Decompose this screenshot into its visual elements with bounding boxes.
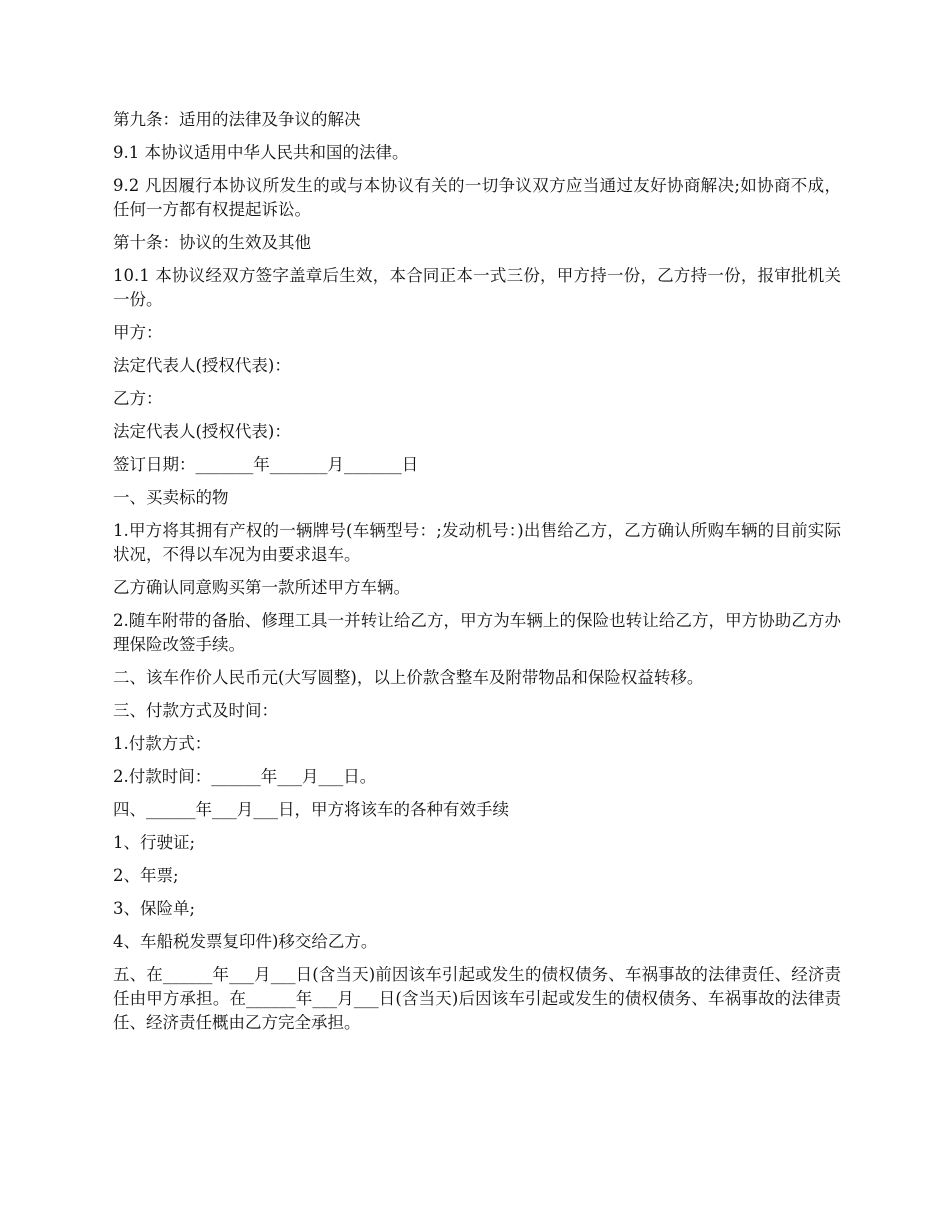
section-1-item-1: 1.甲方将其拥有产权的一辆牌号(车辆型号：;发动机号：)出售给乙方，乙方确认所购车辆的目前实际状况，不得以车况为由要求退车。 [113,521,841,564]
party-a-label: 甲方： [113,323,163,342]
section-1-item-2: 2.随车附带的备胎、修理工具一并转让给乙方，甲方为车辆上的保险也转让给乙方，甲方协助乙方办理保险改签手续。 [113,611,841,654]
payment-method: 1.付款方式： [113,734,212,753]
document-page [113,108,841,1044]
clause-9-1: 9.1 本协议适用中华人民共和国的法律。 [113,143,409,162]
party-a-representative: 法定代表人(授权代表)： [113,356,291,375]
section-1-heading: 一、买卖标的物 [113,488,229,507]
payment-time: 2.付款时间：______年___月___日。 [113,767,377,786]
section-4-heading: 四、______年___月___日，甲方将该车的各种有效手续 [113,800,509,819]
section-3-heading: 三、付款方式及时间： [113,701,278,720]
party-b-representative: 法定代表人(授权代表)： [113,422,291,441]
document-item-4: 4、车船税发票复印件)移交给乙方。 [113,932,378,951]
signing-date: 签订日期：_______年_______月_______日 [113,455,419,474]
heading-article-10: 第十条：协议的生效及其他 [113,233,311,252]
section-1-confirmation: 乙方确认同意购买第一款所述甲方车辆。 [113,578,410,597]
document-item-2: 2、年票; [113,866,179,885]
section-2-price: 二、该车作价人民币元(大写圆整)，以上价款含整车及附带物品和保险权益转移。 [113,668,704,687]
heading-article-9: 第九条：适用的法律及争议的解决 [113,110,361,129]
party-b-label: 乙方： [113,389,163,408]
document-item-1: 1、行驶证; [113,833,196,852]
clause-10-1: 10.1 本协议经双方签字盖章后生效，本合同正本一式三份，甲方持一份，乙方持一份，报审批机关一份。 [113,266,841,309]
document-item-3: 3、保险单; [113,899,196,918]
section-5-liability: 五、在______年___月___日(含当天)前因该车引起或发生的债权债务、车祸事故的法律责任、经济责任由甲方承担。在______年___月___日(含当天)后因该车引起或发生的债权债务、车祸事故的法律责任、经济责任概由乙方完全承担。 [113,965,841,1032]
clause-9-2: 9.2 凡因履行本协议所发生的或与本协议有关的一切争议双方应当通过友好协商解决;如协商不成，任何一方都有权提起诉讼。 [113,176,841,219]
